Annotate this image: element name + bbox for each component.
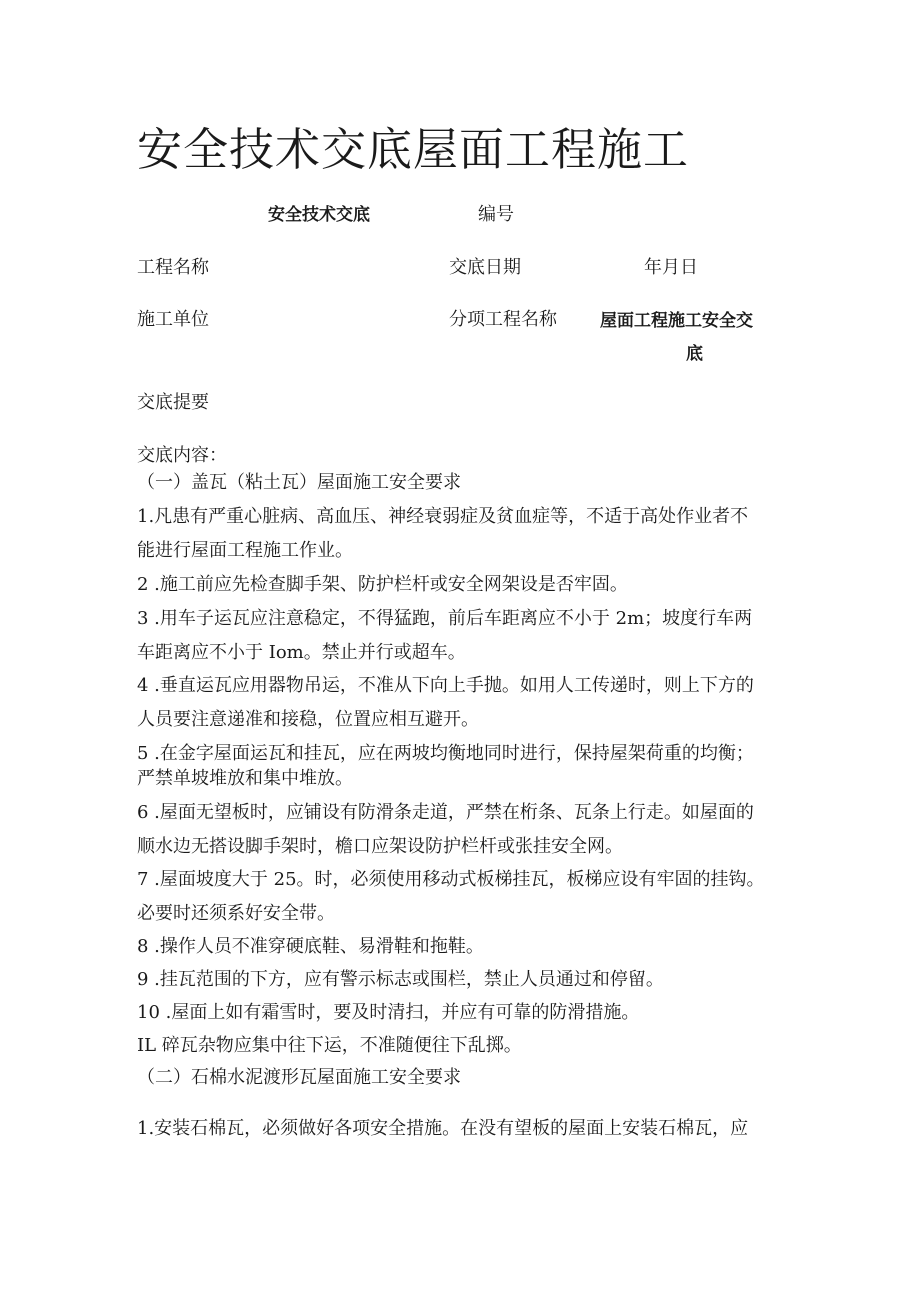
doc-type-label: 安全技术交底 (268, 205, 370, 225)
content-line: 能进行屋面工程施工作业。 (137, 540, 353, 561)
construction-unit-label: 施工单位 (137, 309, 209, 330)
sub-project-value-line1: 屋面工程施工安全交 (600, 311, 753, 331)
project-name-label: 工程名称 (137, 257, 209, 278)
content-label: 交底内容： (137, 445, 227, 466)
content-line: 人员要注意递准和接稳，位置应相互避开。 (137, 709, 479, 730)
content-line: 顺水边无搭设脚手架时，檐口应架设防护栏杆或张挂安全网。 (137, 836, 623, 857)
content-line: IL 碎瓦杂物应集中往下运，不准随便往下乱掷。 (137, 1035, 522, 1056)
content-line: 5 .在金字屋面运瓦和挂瓦，应在两坡均衡地同时进行，保持屋架荷重的均衡； (137, 743, 754, 764)
number-label: 编号 (478, 204, 514, 225)
content-line: 1.凡患有严重心脏病、高血压、神经衰弱症及贫血症等，不适于高处作业者不 (137, 506, 749, 527)
content-line: 2 .施工前应先检查脚手架、防护栏杆或安全网架设是否牢固。 (137, 574, 628, 595)
date-label: 交底日期 (449, 257, 521, 278)
sub-project-label: 分项工程名称 (449, 309, 557, 330)
section1-heading: （一）盖瓦（粘土瓦）屋面施工安全要求 (137, 472, 461, 493)
section2-heading: （二）石棉水泥渡形瓦屋面施工安全要求 (137, 1067, 461, 1088)
content-line: 8 .操作人员不准穿硬底鞋、易滑鞋和拖鞋。 (137, 936, 484, 957)
content-line: 车距离应不小于 Iom。禁止并行或超车。 (137, 642, 466, 663)
content-line: 9 .挂瓦范围的下方，应有警示标志或围栏，禁止人员通过和停留。 (137, 969, 664, 990)
page-title: 安全技术交底屋面工程施工 (137, 123, 690, 176)
date-value: 年月日 (644, 257, 698, 278)
content-line: 3 .用车子运瓦应注意稳定，不得猛跑，前后车距离应不小于 2m；坡度行车两 (137, 608, 753, 629)
sub-project-value-line2: 底 (686, 344, 703, 364)
content-line: 严禁单坡堆放和集中堆放。 (137, 768, 353, 789)
content-line: 10 .屋面上如有霜雪时，要及时清扫，并应有可靠的防滑措施。 (137, 1002, 640, 1023)
content-line: 6 .屋面无望板时，应铺设有防滑条走道，严禁在桁条、瓦条上行走。如屋面的 (137, 802, 754, 823)
content-line: 4 .垂直运瓦应用器物吊运，不准从下向上手抛。如用人工传递时，则上下方的 (137, 675, 754, 696)
content-line: 1.安装石棉瓦，必须做好各项安全措施。在没有望板的屋面上安装石棉瓦，应 (137, 1118, 749, 1139)
summary-label: 交底提要 (137, 392, 209, 413)
content-line: 7 .屋面坡度大于 25。时，必须使用移动式板梯挂瓦，板梯应设有牢固的挂钩。 (137, 869, 765, 890)
content-line: 必要时还须系好安全带。 (137, 903, 335, 924)
